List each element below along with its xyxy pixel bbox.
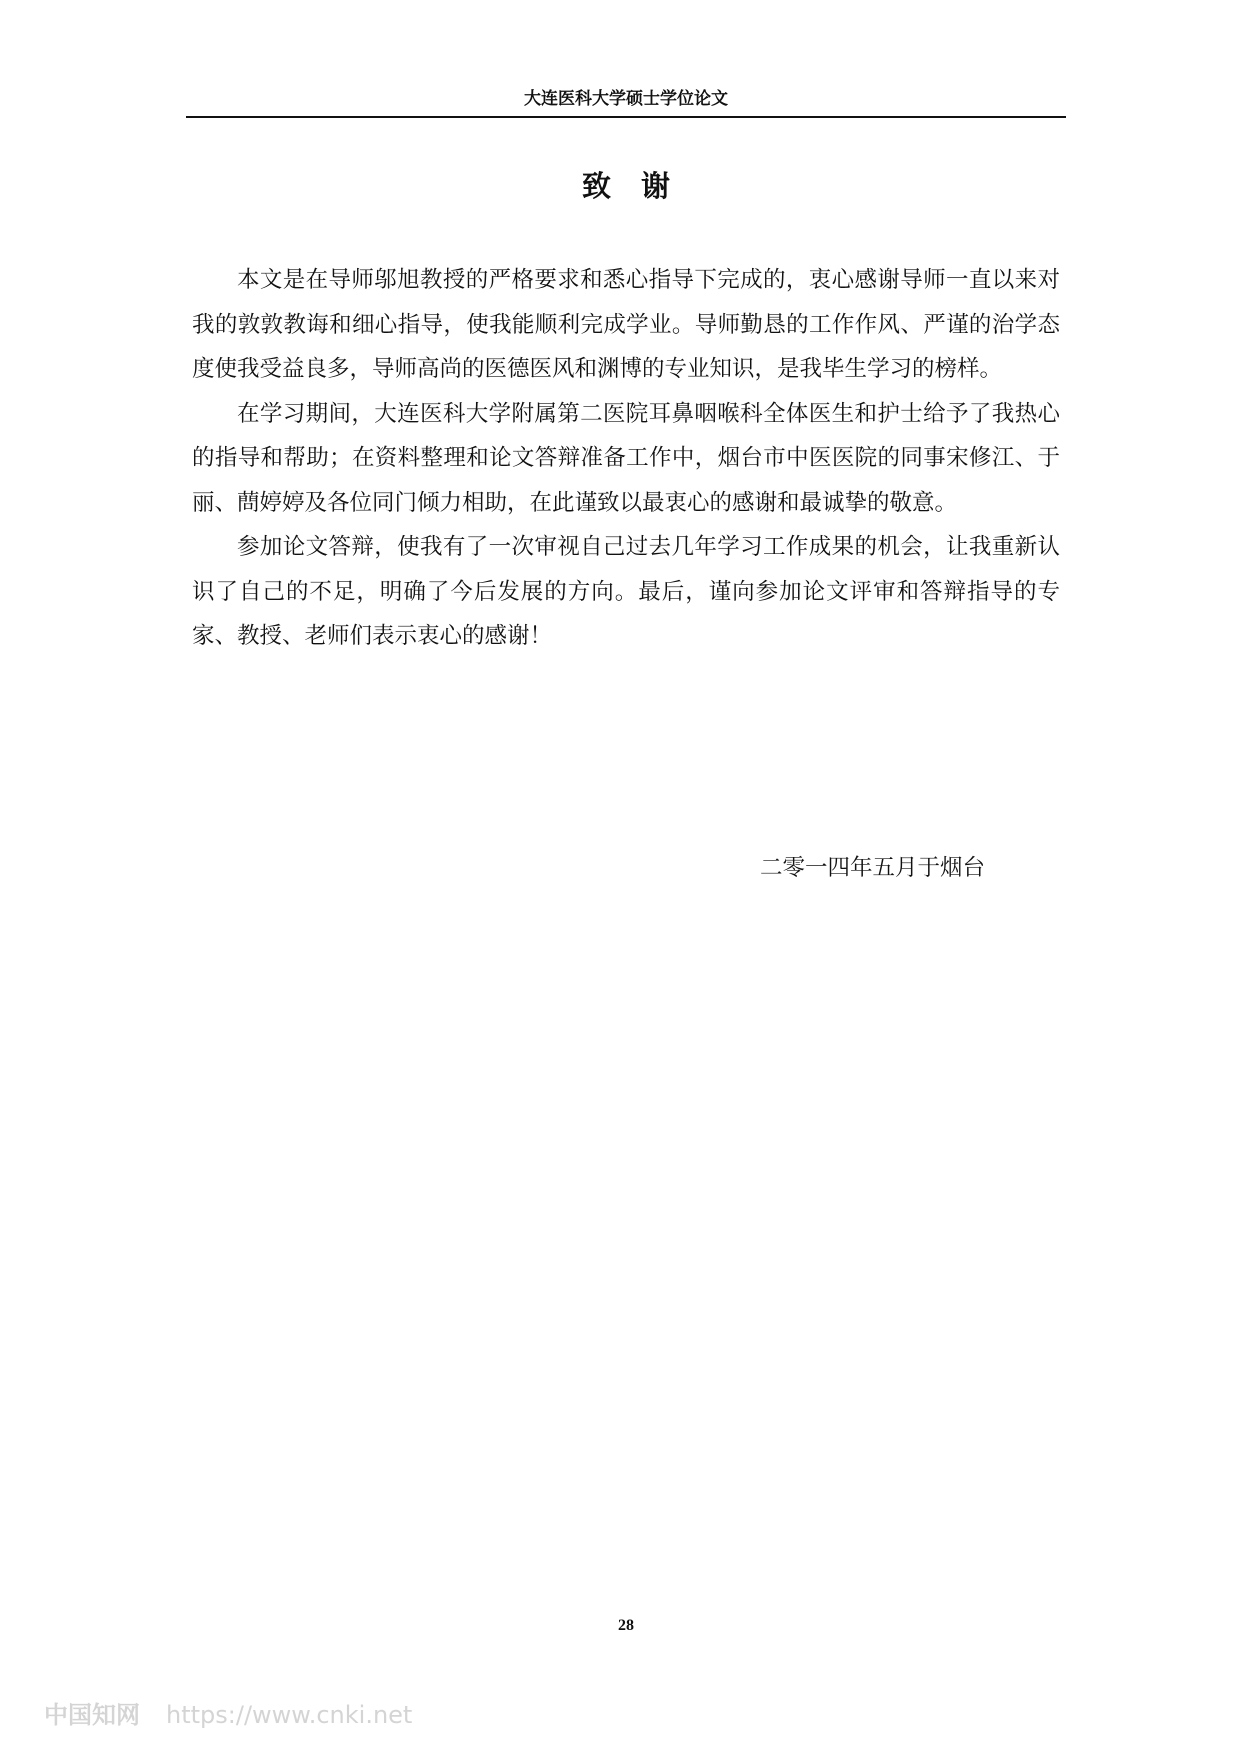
acknowledgement-body — [192, 258, 1060, 659]
header-rule — [186, 116, 1066, 118]
cnki-logo-text: 中国知网 — [44, 1701, 140, 1729]
running-header: 大连医科大学硕士学位论文 — [524, 89, 728, 109]
cnki-url: https://www.cnki.net — [166, 1701, 413, 1729]
signature-date: 二零一四年五月于烟台 — [760, 855, 986, 881]
page-number: 28 — [618, 1617, 634, 1634]
paragraph-2: 在学习期间，大连医科大学附属第二医院耳鼻咽喉科全体医生和护士给予了我热心的指导和帮助；在资料整理和论文答辩准备工作中，烟台市中医医院的同事宋修江、于丽、蔄婷婷及各位同门倾力相助，在此谨致以最衷心的感谢和最诚挚的敬意。 — [192, 400, 1060, 516]
paragraph-1: 本文是在导师邬旭教授的严格要求和悉心指导下完成的，衷心感谢导师一直以来对我的敦敦教诲和细心指导，使我能顺利完成学业。导师勤恳的工作作风、严谨的治学态度使我受益良多，导师高尚的医德医风和渊博的专业知识，是我毕生学习的榜样。 — [192, 267, 1060, 382]
page-title: 致谢 — [581, 169, 700, 203]
cnki-watermark — [44, 1700, 412, 1730]
paragraph-3: 参加论文答辩，使我有了一次审视自己过去几年学习工作成果的机会，让我重新认识了自己的不足，明确了今后发展的方向。最后，谨向参加论文评审和答辩指导的专家、教授、老师们表示衷心的感谢！ — [192, 534, 1060, 649]
